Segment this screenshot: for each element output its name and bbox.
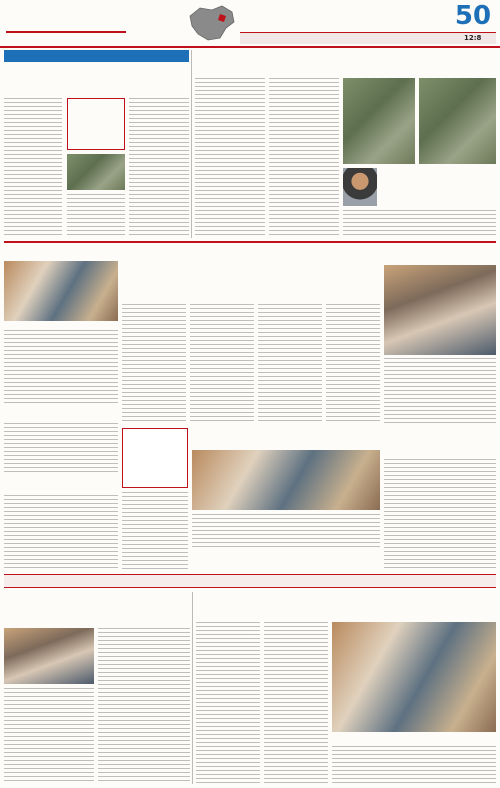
- body-text-col1: [196, 622, 260, 784]
- body-text: [192, 514, 380, 548]
- mid-left-story-2: [4, 408, 118, 476]
- bottom-left-story-2: [4, 592, 190, 784]
- headline: [384, 246, 496, 262]
- box-text: [123, 429, 187, 435]
- headline: [4, 480, 118, 493]
- banner-strip: [4, 574, 496, 588]
- mid-body-c1: [122, 304, 186, 424]
- headline: [4, 246, 118, 258]
- body-text-col2: [67, 194, 125, 238]
- kicker: [4, 50, 189, 62]
- logo-sub: [58, 35, 128, 44]
- school-photo: [4, 628, 94, 684]
- headline: [195, 50, 496, 74]
- odisha-map-icon: [186, 4, 238, 42]
- dateline-bar: [240, 32, 496, 44]
- logo-underline: [6, 31, 126, 33]
- tagline: [132, 8, 177, 26]
- mid-body-c2: [190, 304, 254, 424]
- mid-left-story-1: [4, 246, 118, 326]
- mid-body-left: [4, 330, 118, 406]
- top-main-story: [195, 50, 496, 238]
- anniversary-badge: [450, 2, 496, 32]
- meeting-photo: [384, 265, 496, 355]
- mid-band-kicker: [4, 241, 496, 243]
- headline: [192, 428, 380, 446]
- headline: [196, 592, 496, 618]
- body-text-1: [4, 688, 94, 784]
- body-text-col3: [129, 98, 189, 238]
- body-text: [384, 358, 496, 426]
- court-photo: [192, 450, 380, 510]
- protest-photo: [332, 622, 496, 732]
- column-rule: [191, 50, 192, 238]
- portrait-photo: [343, 168, 377, 206]
- anniversary-number: 50: [454, 1, 492, 31]
- mid-right-story: [384, 246, 496, 426]
- sub-headline: [68, 99, 124, 103]
- body-text: [384, 459, 496, 569]
- body-text-2: [98, 628, 190, 784]
- story-photo: [67, 154, 125, 190]
- sub-box: [67, 98, 125, 150]
- body-text: [4, 423, 118, 475]
- body-text-col1: [4, 98, 62, 238]
- page-number: 12:8: [464, 34, 482, 42]
- masthead-rule: [0, 46, 500, 48]
- body-text-col3: [343, 210, 496, 236]
- box-center: [122, 428, 188, 488]
- body-text-col2: [269, 78, 339, 236]
- masthead: [0, 0, 500, 46]
- road-photo: [343, 78, 415, 164]
- mid-body-c3: [258, 304, 322, 424]
- court-story: [192, 428, 380, 548]
- column-rule: [192, 592, 193, 784]
- headline: [4, 408, 118, 421]
- road-photo-2: [419, 78, 496, 164]
- bottom-right-story: [384, 430, 496, 570]
- group-photo: [4, 261, 118, 321]
- photo-caption: [379, 170, 496, 206]
- body-text-col1: [195, 78, 265, 236]
- mid-band: [120, 246, 382, 302]
- headline: [120, 246, 382, 300]
- mid-body-c4: [326, 304, 380, 424]
- headline: [4, 64, 189, 96]
- newspaper-logo: [4, 3, 129, 31]
- district-banner: [240, 4, 444, 30]
- bottom-main-story: [196, 592, 496, 784]
- box-body: [122, 492, 188, 570]
- headline: [384, 430, 496, 456]
- top-left-story: [4, 50, 189, 238]
- website: [132, 36, 182, 44]
- body-text: [4, 495, 118, 569]
- body-text-col2: [264, 622, 328, 784]
- photo-caption: [332, 734, 496, 744]
- bottom-left-story-1: [4, 480, 118, 570]
- body-text-col3: [332, 746, 496, 784]
- headline: [4, 592, 190, 624]
